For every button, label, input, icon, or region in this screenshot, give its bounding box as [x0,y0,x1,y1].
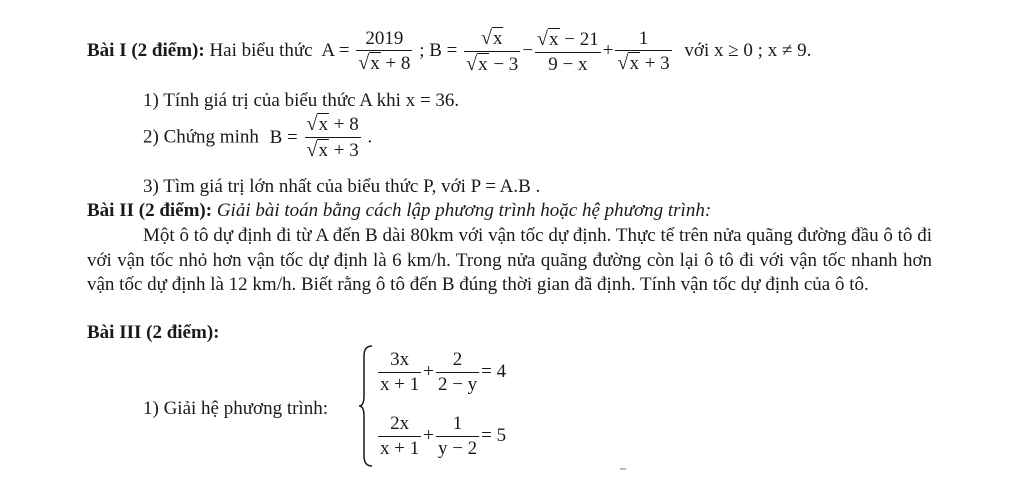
expr-A-lhs: A = [321,39,350,61]
system-brace [358,344,374,468]
bai1-q3: 3) Tìm giá trị lớn nhất của biểu thức P, với P = A.B . [143,176,541,197]
operator-minus: − [522,39,534,61]
operator-plus: + [602,39,614,61]
bai1-title: Bài I (2 điểm): [87,39,205,61]
expr-B-term2: $\frac{√x - 21}{9 - x}$ [537,27,599,75]
scan-artifact [620,468,626,470]
bai2-body: Một ô tô dự định đi từ A đến B dài 80km với vận tốc dự định. Thực tế trên nửa quãng đường đầu ô tô đi với vận tốc nhỏ hơn vận tốc dự định là 6 km/h. Trong nửa quãng đường còn lại ô tô đi với vận tốc nhanh hơn vận tốc dự định là 12 km/h. Biết rằng ô tô đến B đúng thời gian đã định. Tính vận tốc dự định của ô tô. [87,225,932,295]
sqrt-symbol: √x [306,113,328,135]
expr-A-denominator: √x + 8 [358,52,411,75]
bai1-q2: 2) Chứng minh B = $\frac{√x + 8}{√x + 3}$ . [143,113,373,161]
sqrt-symbol: √x [306,139,328,161]
equation-1: $\frac{3x}{x + 1}$ + $\frac{2}{2 - y}$ = 4 [380,349,507,395]
expr-B-lhs: B = [429,39,458,61]
equation-2: $\frac{2x}{x + 1}$ + $\frac{1}{y - 2}$ = 5 [380,413,507,459]
bai3-title: Bài III (2 điểm): [87,322,220,343]
separator: ; [419,39,425,61]
expr-B-term1: $\frac{√x}{√x - 3}$ [466,27,519,75]
condition: với x ≥ 0 ; x ≠ 9. [684,39,812,61]
bai2-header [87,200,711,222]
bai3-q1: 1) Giải hệ phương trình: [143,398,328,419]
bai1-header [87,28,811,75]
sqrt-symbol: √x [466,53,488,75]
bai1-q1: 1) Tính giá trị của biểu thức A khi x = 36. [143,90,460,111]
expr-A-numerator: 2019 [356,29,412,52]
bai2-subtitle: Giải bài toán bằng cách lập phương trình hoặc hệ phương trình: [216,200,712,221]
expr-B-term3: $\frac{1}{√x + 3}$ [617,27,670,75]
sqrt-symbol: √x [358,52,380,75]
bai2-title: Bài II (2 điểm): [87,200,213,221]
sqrt-symbol: √x [480,27,503,49]
expr-A-fraction [356,29,412,75]
sqrt-symbol: √x [537,27,559,50]
bai1-intro: Hai biểu thức [209,39,313,61]
sqrt-symbol: √x [617,52,639,75]
expr-B-simplified: $\frac{√x + 8}{√x + 3}$ [306,113,359,161]
